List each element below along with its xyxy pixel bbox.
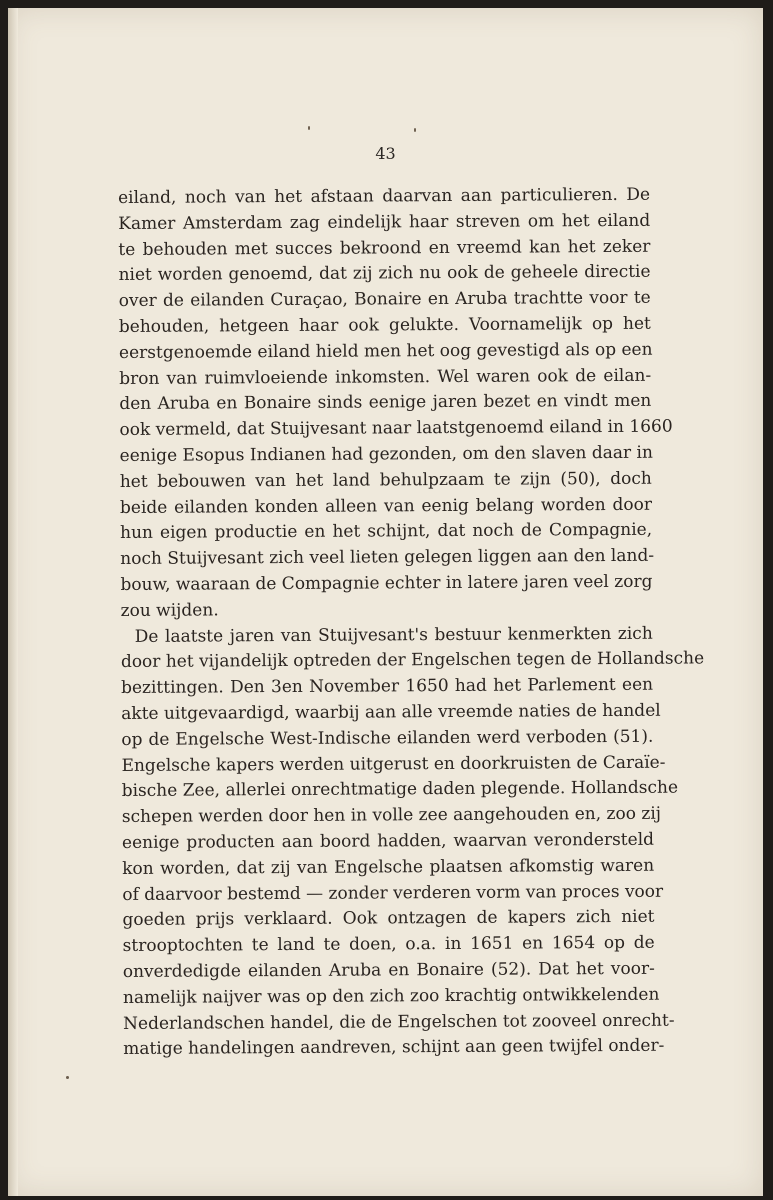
text-line: eiland, noch van het afstaan daarvan aan particulieren. De	[118, 184, 651, 208]
text-line: over de eilanden Curaçao, Bonaire en Aruba trachtte voor te	[118, 287, 651, 312]
page-number: 43	[375, 144, 396, 163]
text-line: bron van ruimvloeiende inkomsten. Wel waren ook de eilan-	[119, 365, 652, 389]
text-line: beide eilanden konden alleen van eenig belang worden door	[119, 494, 653, 518]
text-line: behouden, hetgeen haar ook gelukte. Voornamelijk op het	[118, 313, 651, 337]
text-line: te behouden met succes bekroond en vreemd kan het zeker	[118, 236, 651, 260]
text-line: bouw, waaraan de Compagnie echter in latere jaren veel zorg	[120, 571, 653, 595]
text-line: onverdedigde eilanden Aruba en Bonaire (52). Dat het voor-	[122, 958, 655, 982]
text-line: eenige producten aan boord hadden, waarvan verondersteld	[121, 829, 655, 853]
text-line: niet worden genoemd, dat zij zich nu ook de geheele directie	[118, 262, 651, 286]
text-line: eerstgenoemde eiland hield men het oog gevestigd als op een	[118, 339, 653, 363]
text-line: het bebouwen van het land behulpzaam te zijn (50), doch	[119, 468, 652, 492]
text-line: bezittingen. Den 3en November 1650 had het Parlement een	[121, 674, 654, 699]
text-line: hun eigen productie en het schijnt, dat noch de Compagnie,	[120, 520, 653, 544]
text-line: eenige Esopus Indianen had gezonden, om den slaven daar in	[119, 442, 653, 466]
body-text	[118, 183, 705, 1063]
text-line: De laatste jaren van Stuijvesant's bestuur kenmerkten zich	[134, 623, 653, 647]
paper-speck	[308, 126, 310, 130]
text-line: bische Zee, allerlei onrechtmatige daden plegende. Hollandsche	[121, 777, 679, 802]
text-line: akte uitgevaardigd, waarbij aan alle vreemde naties de handel	[121, 700, 661, 724]
book-page	[8, 8, 763, 1196]
text-line: kon worden, dat zij van Engelsche plaatsen afkomstig waren	[122, 855, 655, 879]
page-spine-edge	[8, 8, 18, 1196]
text-line: zou wijden.	[120, 600, 219, 621]
paper-speck	[66, 1076, 69, 1079]
text-line: Engelsche kapers werden uitgerust en doorkruisten de Caraïe-	[121, 752, 666, 776]
text-line: namelijk naijver was op den zich zoo krachtig ontwikkelenden	[122, 984, 660, 1008]
text-line: matige handelingen aandreven, schijnt aan geen twijfel onder-	[123, 1035, 665, 1060]
text-line: goeden prijs verklaard. Ook ontzagen de kapers zich niet	[122, 907, 655, 931]
text-line: den Aruba en Bonaire sinds eenige jaren bezet en vindt men	[119, 391, 652, 415]
text-line: of daarvoor bestemd — zonder verderen vorm van proces voor	[122, 881, 664, 905]
text-line: strooptochten te land te doen, o.a. in 1651 en 1654 op de	[122, 932, 655, 957]
text-line: op de Engelsche West-Indische eilanden werd verboden (51).	[121, 726, 654, 750]
text-line: Nederlandschen handel, die de Engelschen tot zooveel onrecht-	[123, 1010, 675, 1034]
text-line: ook vermeld, dat Stuijvesant naar laatstgenoemd eiland in 1660	[119, 416, 673, 441]
text-line: Kamer Amsterdam zag eindelijk haar streven om het eiland	[118, 210, 651, 234]
text-line: door het vijandelijk optreden der Engelschen tegen de Hollandsche	[120, 648, 705, 673]
text-line: schepen werden door hen in volle zee aangehouden en, zoo zij	[121, 803, 662, 828]
text-line: noch Stuijvesant zich veel lieten gelegen liggen aan den land-	[120, 545, 655, 570]
paper-speck	[414, 128, 416, 132]
